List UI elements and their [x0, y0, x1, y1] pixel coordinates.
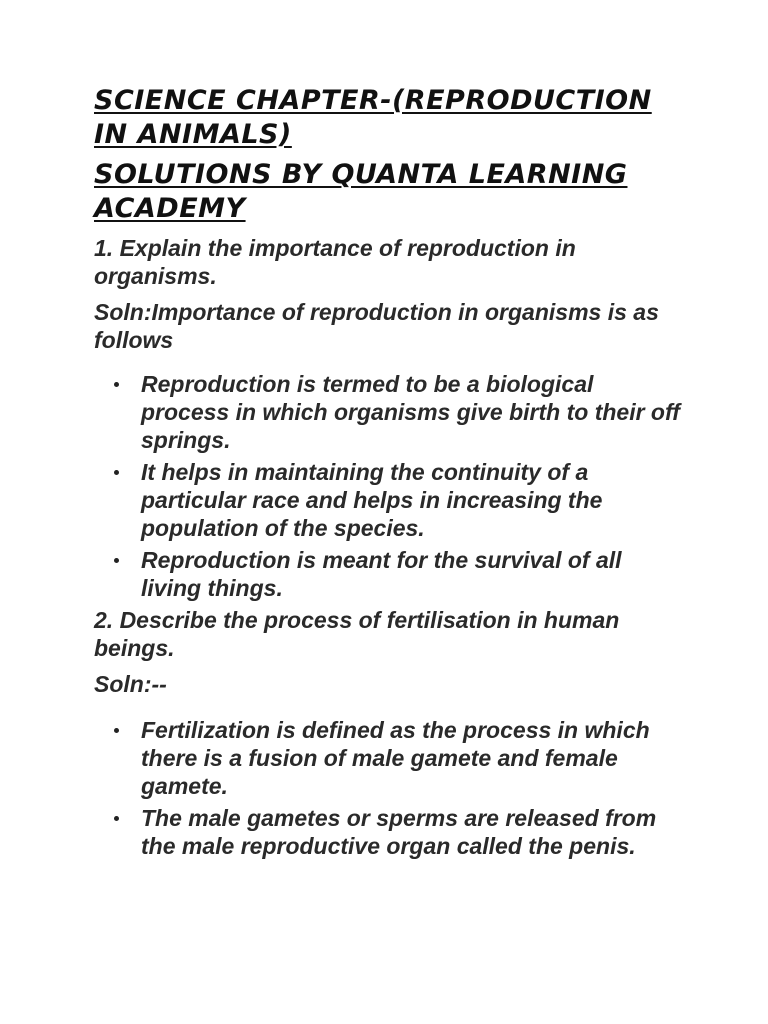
bullet-icon — [114, 728, 119, 733]
solutions-title: SOLUTIONS BY QUANTA LEARNING ACADEMY — [94, 159, 628, 224]
list-item-text: Reproduction is meant for the survival of all living things. — [141, 547, 622, 601]
question-2: 2. Describe the process of fertilisation in human beings. — [94, 607, 620, 661]
bullet-icon — [114, 816, 119, 821]
list-item — [94, 458, 684, 542]
list-item — [94, 370, 684, 454]
document-page — [94, 84, 684, 864]
list-item-text: The male gametes or sperms are released from the male reproductive organ called the penis. — [141, 805, 657, 859]
list-item-text: It helps in maintaining the continuity of a particular race and helps in increasing the population of the species. — [141, 459, 603, 541]
answer-1-list — [94, 370, 684, 602]
list-item — [94, 716, 684, 800]
bullet-icon — [114, 382, 119, 387]
answer-1-intro: Soln:Importance of reproduction in organisms is as follows — [94, 299, 659, 353]
list-item-text: Fertilization is defined as the process in which there is a fusion of male gamete and female gamete. — [141, 717, 650, 799]
chapter-title: SCIENCE CHAPTER-(REPRODUCTION IN ANIMALS) — [94, 85, 652, 150]
answer-2-intro: Soln:-- — [94, 671, 167, 697]
list-item — [94, 804, 684, 860]
list-item — [94, 546, 684, 602]
question-1: 1. Explain the importance of reproduction in organisms. — [94, 235, 576, 289]
bullet-icon — [114, 470, 119, 475]
list-item-text: Reproduction is termed to be a biological process in which organisms give birth to their off springs. — [141, 371, 680, 453]
bullet-icon — [114, 558, 119, 563]
answer-2-list — [94, 716, 684, 860]
